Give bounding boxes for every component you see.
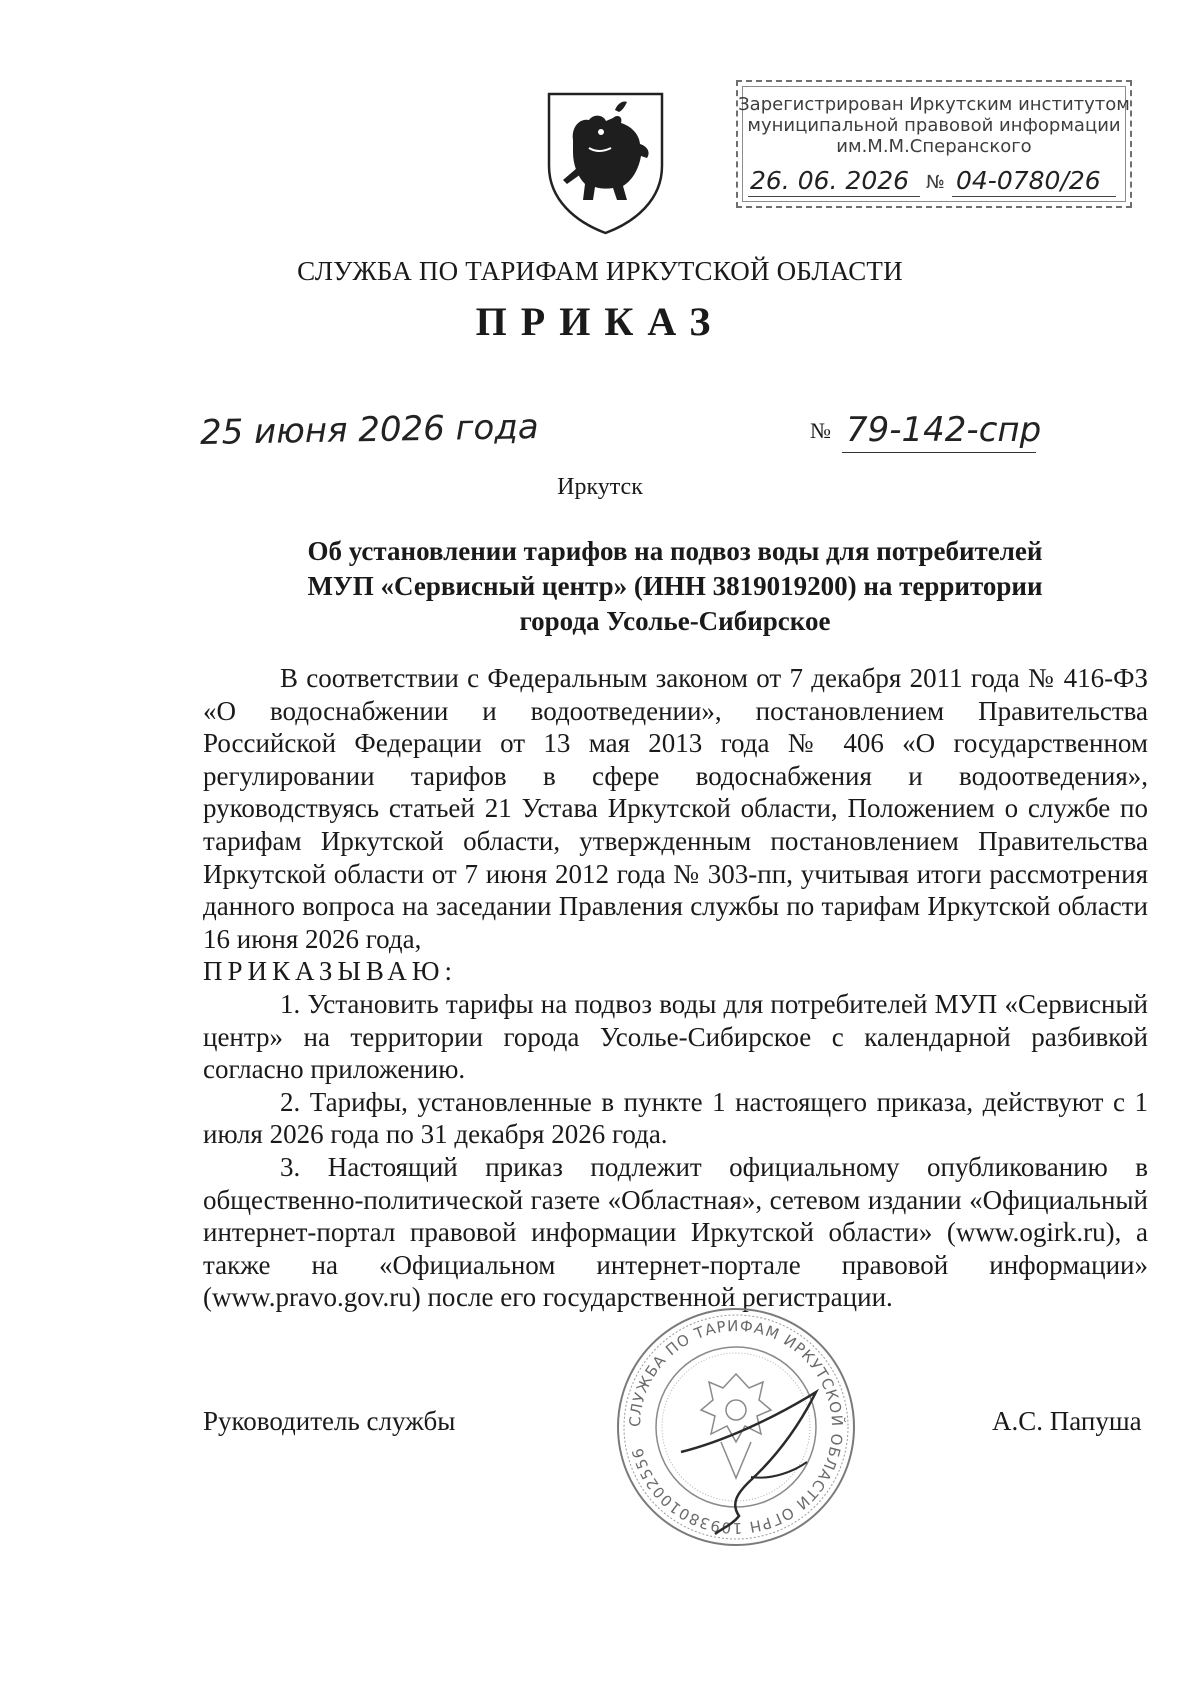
registration-date-line bbox=[748, 196, 920, 197]
title-line-2: МУП «Сервисный центр» (ИНН 3819019200) на территории bbox=[307, 571, 1043, 601]
item-2-paragraph: 2. Тарифы, установленные в пункте 1 настоящего приказа, действуют с 1 июля 2026 года по 31 декабря 2026 года. bbox=[203, 1086, 1148, 1150]
registration-stamp-line3: им.М.М.Сперанского bbox=[836, 136, 1032, 157]
registration-number: 04-0780/26 bbox=[956, 166, 1101, 195]
item-1-paragraph: 1. Установить тарифы на подвоз воды для потребителей МУП «Сервисный центр» на территории города Усолье-Сибирское с календарной разбивкой согласно приложению. bbox=[203, 988, 1148, 1085]
document-body bbox=[203, 662, 1148, 1314]
preamble-paragraph: В соответствии с Федеральным законом от 7 декабря 2011 года № 416-ФЗ «О водоснабжении и водоотведении», постановлением Правительства Российской Федерации от 13 мая 2013 года № 406 «О государственном регулировании тарифов в сфере водоснабжения и водоотведения», руководствуясь статьей 21 Устава Иркутской области, Положением о службе по тарифам Иркутской области, утвержденным постановлением Правительства Иркутской области от 7 июня 2012 года № 303-пп, учитывая итоги рассмотрения данного вопроса на заседании Правления службы по тарифам Иркутской области 16 июня 2026 года, bbox=[203, 663, 1148, 954]
title-line-3: города Усолье-Сибирское bbox=[519, 606, 831, 636]
registration-stamp-line2: муниципальной правовой информации bbox=[747, 115, 1121, 136]
city: Иркутск bbox=[557, 474, 643, 500]
registration-stamp-line1: Зарегистрирован Иркутским институтом bbox=[738, 94, 1130, 115]
document-title bbox=[250, 534, 1100, 639]
order-date: 25 июня 2026 года bbox=[199, 407, 539, 453]
title-line-1: Об установлении тарифов на подвоз воды для потребителей bbox=[307, 536, 1043, 566]
order-number: 79-142-спр bbox=[846, 410, 1042, 450]
document-type: ПРИКАЗ bbox=[475, 299, 725, 344]
order-number-sign: № bbox=[810, 418, 831, 443]
seal-text: СЛУЖБА ПО ТАРИФАМ ИРКУТСКОЙ ОБЛАСТИ ОГРН 1093801002556 bbox=[625, 1316, 847, 1538]
registration-number-sign: № bbox=[926, 172, 945, 193]
organization-name: СЛУЖБА ПО ТАРИФАМ ИРКУТСКОЙ ОБЛАСТИ bbox=[297, 256, 903, 286]
registration-number-line bbox=[952, 196, 1116, 197]
signer-position: Руководитель службы bbox=[203, 1406, 456, 1436]
order-number-line bbox=[842, 452, 1036, 453]
official-seal-icon bbox=[611, 1302, 861, 1552]
item-3-paragraph: 3. Настоящий приказ подлежит официальному опубликованию в общественно-политической газете «Областная», сетевом издании «Официальный интернет-портал правовой информации Иркутской области» (www.ogirk.ru), а также на «Официальном интернет-портале правовой информации» (www.pravo.gov.ru) после его государственной регистрации. bbox=[203, 1151, 1148, 1313]
registration-stamp bbox=[736, 80, 1132, 208]
coat-of-arms-icon bbox=[543, 88, 668, 236]
order-word: ПРИКАЗЫВАЮ: bbox=[203, 956, 457, 987]
signer-name: А.С. Папуша bbox=[992, 1406, 1142, 1436]
registration-date: 26. 06. 2026 bbox=[750, 166, 910, 195]
